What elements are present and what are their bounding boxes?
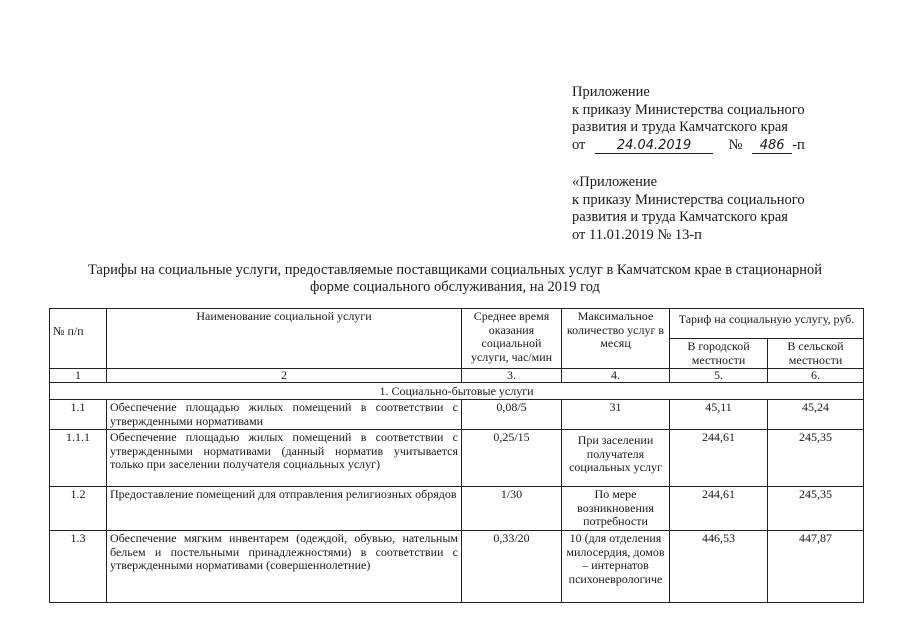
table-row [50, 487, 864, 531]
column-number: 3. [462, 369, 562, 383]
appendix-header-line1: Приложение [572, 84, 650, 100]
row-urban: 446,53 [670, 531, 768, 603]
row-num: 1.1.1 [50, 430, 107, 487]
appendix-order-line [572, 137, 805, 155]
previous-appendix-line2: к приказу Министерства социального [572, 191, 805, 208]
header-urban: В городской местности [670, 339, 768, 369]
section-title: 1. Социально-бытовые услуги [50, 383, 864, 400]
column-number: 1 [50, 369, 107, 383]
header-tariff: Тариф на социальную услугу, руб. [670, 309, 864, 339]
appendix-header-line3: развития и труда Камчатского края [572, 119, 788, 135]
header-time: Среднее время оказания социальной услуги, час/мин [462, 309, 562, 369]
row-name: Предоставление помещений для отправления религиозных обрядов [107, 487, 462, 531]
row-urban: 244,61 [670, 487, 768, 531]
column-number: 4. [562, 369, 670, 383]
row-name: Обеспечение мягким инвентарем (одеждой, обувью, нательным бельем и постельными принадлежностями) в соответствии с утвержденными нормативами (совершеннолетние) [107, 531, 462, 603]
row-rural: 245,35 [768, 487, 864, 531]
row-num: 1.1 [50, 400, 107, 430]
previous-appendix-line4: от 11.01.2019 № 13-п [572, 226, 702, 243]
header-name: Наименование социальной услуги [107, 309, 462, 369]
row-max: По мере возникновения потребности [562, 487, 670, 531]
row-num: 1.3 [50, 531, 107, 603]
row-rural: 45,24 [768, 400, 864, 430]
row-rural: 245,35 [768, 430, 864, 487]
appendix-header [572, 84, 805, 154]
number-label: № [728, 136, 743, 153]
appendix-header-line2: к приказу Министерства социального [572, 101, 805, 118]
header-max: Максимальное количество услуг в месяц [562, 309, 670, 369]
header-rural: В сельской местности [768, 339, 864, 369]
handwritten-date: 24.04.2019 [595, 139, 713, 154]
row-urban: 45,11 [670, 400, 768, 430]
number-suffix: -п [792, 136, 805, 153]
row-time: 0,25/15 [462, 430, 562, 487]
table-row [50, 430, 864, 487]
handwritten-number: 486 [752, 139, 792, 154]
row-max: 10 (для отделения милосердия, домов – интернатов психоневрологиче [562, 531, 670, 603]
column-number: 6. [768, 369, 864, 383]
previous-appendix-line1: «Приложение [572, 174, 658, 190]
document-title [40, 262, 870, 296]
previous-appendix-line3: развития и труда Камчатского края [572, 209, 788, 225]
tariffs-table [49, 308, 864, 603]
row-name: Обеспечение площадью жилых помещений в соответствии с утвержденными нормативами (данный норматив учитывается только при заселении получателя социальных услуг) [107, 430, 462, 487]
previous-appendix-header [572, 174, 805, 244]
row-time: 1/30 [462, 487, 562, 531]
document-title-line1: Тарифы на социальные услуги, предоставляемые поставщиками социальных услуг в Камчатском крае в стационарной [87, 262, 823, 278]
row-name: Обеспечение площадью жилых помещений в соответствии с утвержденными нормативами [107, 400, 462, 430]
table-row [50, 400, 864, 430]
table-row [50, 531, 864, 603]
row-time: 0,08/5 [462, 400, 562, 430]
row-max: 31 [562, 400, 670, 430]
document-title-line2: форме социального обслуживания, на 2019 год [310, 279, 600, 295]
column-number: 2 [107, 369, 462, 383]
header-num: № п/п [50, 309, 107, 369]
row-time: 0,33/20 [462, 531, 562, 603]
row-max: При заселении получателя социальных услуг [562, 430, 670, 487]
from-label: от [572, 136, 586, 153]
row-rural: 447,87 [768, 531, 864, 603]
row-num: 1.2 [50, 487, 107, 531]
row-urban: 244,61 [670, 430, 768, 487]
column-number: 5. [670, 369, 768, 383]
